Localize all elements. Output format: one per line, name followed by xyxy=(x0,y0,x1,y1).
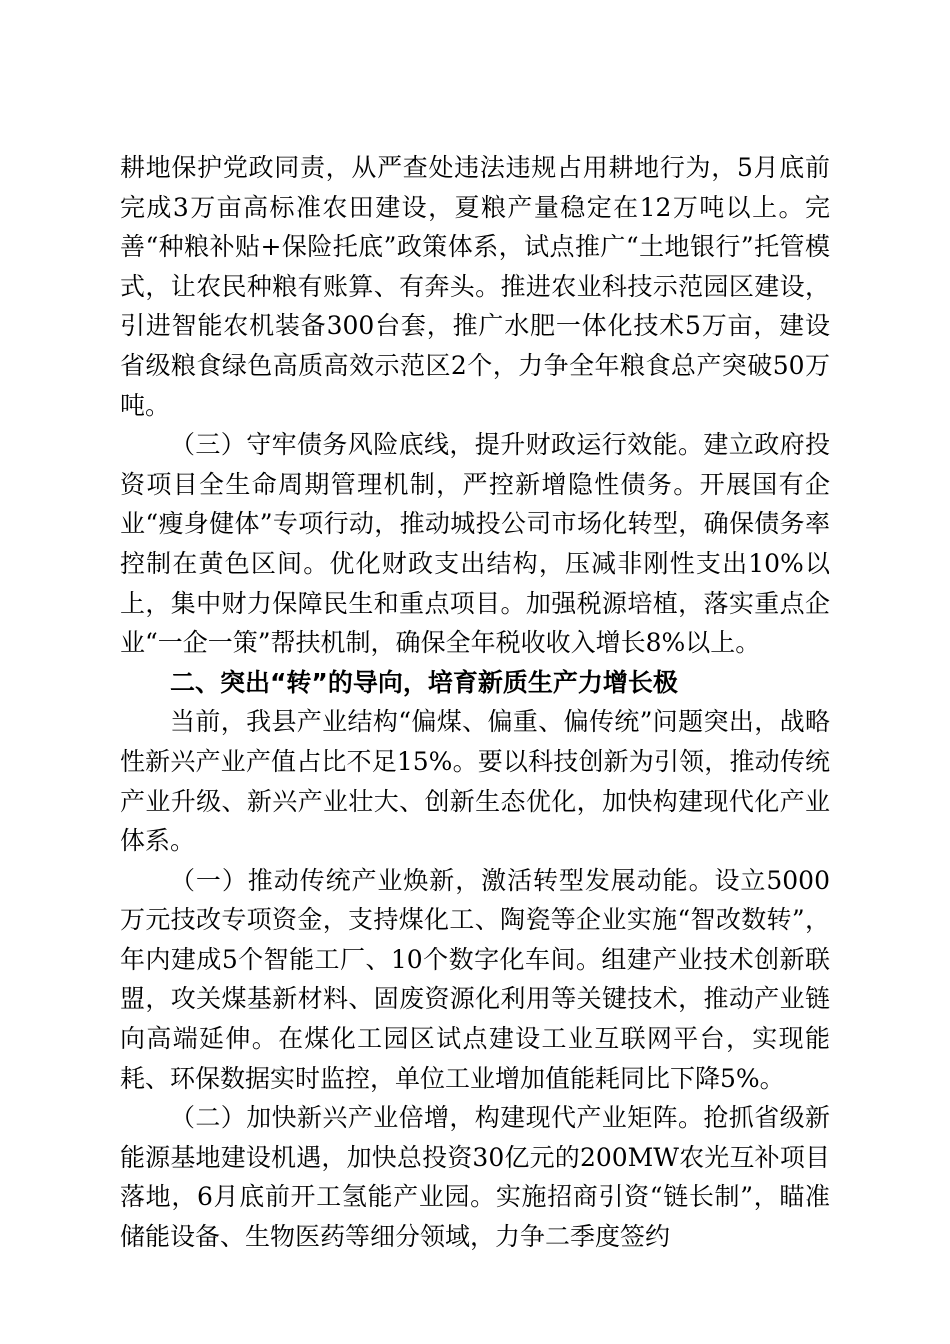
paragraph-farmland: 耕地保护党政同责，从严查处违法违规占用耕地行为，5月底前完成3万亩高标准农田建设，夏粮产量稳定在12万吨以上。完善“种粮补贴+保险托底”政策体系，试点推广“土地银行”托管模式，让农民种粮有账算、有奔头。推进农业科技示范园区建设，引进智能农机装备300台套，推广水肥一体化技术5万亩，建设省级粮食绿色高质高效示范区2个，力争全年粮食总产突破50万吨。 xyxy=(120,153,830,420)
paragraph-emerging-industry: （二）加快新兴产业倍增，构建现代产业矩阵。抢抓省级新能源基地建设机遇，加快总投资30亿元的200MW农光互补项目落地，6月底前开工氢能产业园。实施招商引资“链长制”，瞄准储能设备、生物医药等细分领域，力争二季度签约 xyxy=(120,1103,830,1252)
section-heading-transform: 二、突出“转”的导向，培育新质生产力增长极 xyxy=(170,667,678,697)
paragraph-traditional-industry: （一）推动传统产业焕新，激活转型发展动能。设立5000万元技改专项资金，支持煤化工、陶瓷等企业实施“智改数转”，年内建成5个智能工厂、10个数字化车间。组建产业技术创新联盟，攻关煤基新材料、固废资源化利用等关键技术，推动产业链向高端延伸。在煤化工园区试点建设工业互联网平台，实现能耗、环保数据实时监控，单位工业增加值能耗同比下降5%。 xyxy=(120,865,830,1093)
document-body xyxy=(120,148,830,1257)
paragraph-industry-structure: 当前，我县产业结构“偏煤、偏重、偏传统”问题突出，战略性新兴产业产值占比不足15%。要以科技创新为引领，推动传统产业升级、新兴产业壮大、创新生态优化，加快构建现代化产业体系。 xyxy=(120,707,830,856)
paragraph-debt-risk: （三）守牢债务风险底线，提升财政运行效能。建立政府投资项目全生命周期管理机制，严控新增隐性债务。开展国有企业“瘦身健体”专项行动，推动城投公司市场化转型，确保债务率控制在黄色区间。优化财政支出结构，压减非刚性支出10%以上，集中财力保障民生和重点项目。加强税源培植，落实重点企业“一企一策”帮扶机制，确保全年税收收入增长8%以上。 xyxy=(120,430,830,658)
